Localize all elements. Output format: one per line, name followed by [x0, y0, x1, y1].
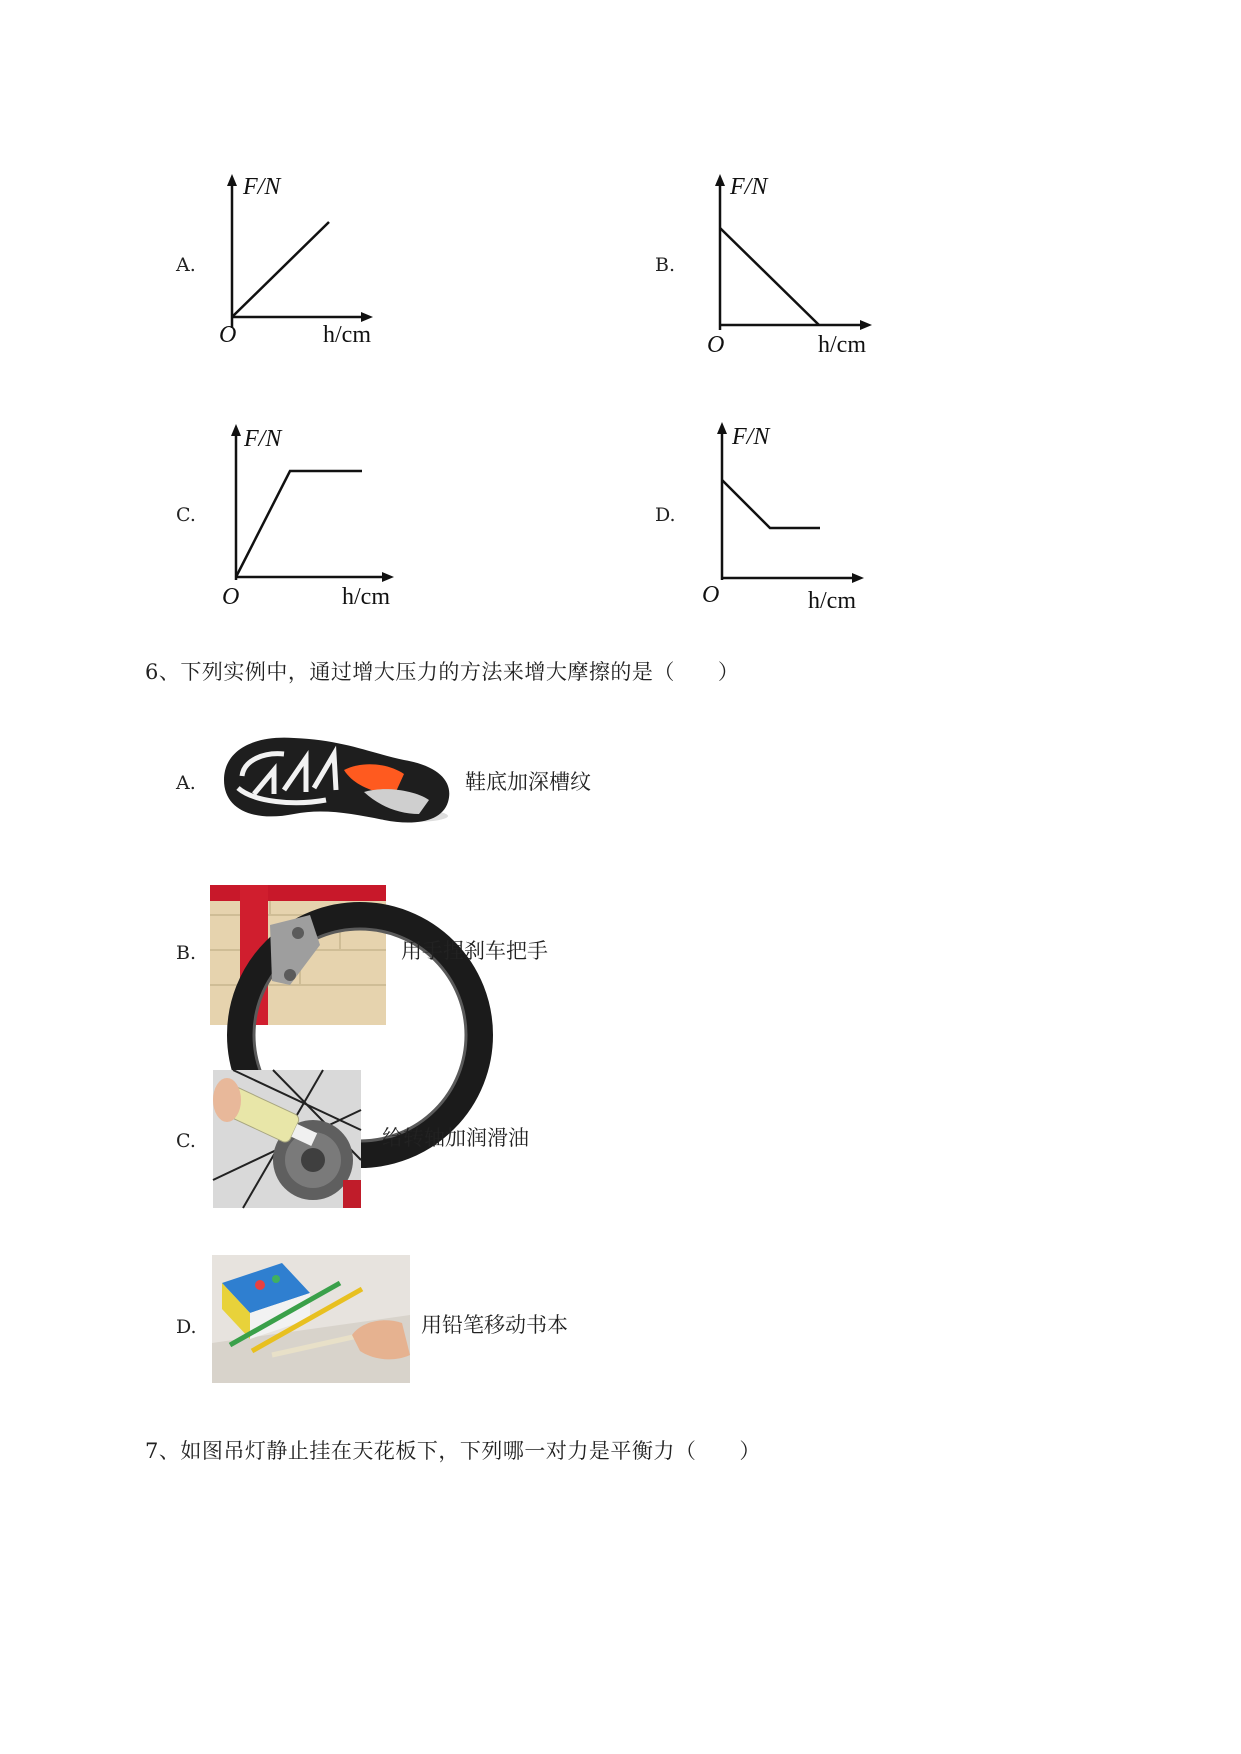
option-a-letter: A. — [176, 254, 196, 276]
x-axis-arrow — [852, 573, 864, 583]
q6-option-c-caption: 给转轴加润滑油 — [382, 1126, 529, 1150]
q6-option-d-letter: D. — [176, 1316, 197, 1338]
x-axis-arrow — [382, 572, 394, 582]
option-d-letter: D. — [655, 504, 676, 526]
x-axis-label: h/cm — [818, 332, 866, 358]
q6-option-b-caption: 用手捏刹车把手 — [401, 939, 548, 963]
question-7-text: 7、如图吊灯静止挂在天花板下，下列哪一对力是平衡力（ ） — [145, 1439, 761, 1463]
graph-line — [236, 471, 362, 577]
question-6-text: 6、下列实例中，通过增大压力的方法来增大摩擦的是（ ） — [145, 660, 740, 684]
graph-d — [704, 418, 904, 618]
q6-option-d-caption: 用铅笔移动书本 — [421, 1313, 568, 1337]
origin-label: O — [219, 322, 237, 348]
option-c-letter: C. — [176, 504, 196, 526]
y-axis-label: F/N — [243, 174, 281, 200]
q6-option-c-letter: C. — [176, 1130, 196, 1152]
y-axis-label: F/N — [732, 424, 770, 450]
y-axis-arrow — [717, 422, 727, 434]
graph-c — [218, 420, 418, 610]
q6-option-b-letter: B. — [176, 942, 197, 964]
origin-label: O — [222, 584, 240, 610]
brake-image — [210, 885, 386, 1025]
shoe-sole-image — [214, 730, 454, 830]
origin-label: O — [702, 582, 720, 608]
option-b-letter: B. — [655, 254, 676, 276]
graph-b — [702, 170, 902, 360]
y-axis-label: F/N — [244, 426, 282, 452]
q6-option-a-caption: 鞋底加深槽纹 — [465, 770, 591, 794]
x-axis-arrow — [361, 312, 373, 322]
graph-line — [720, 228, 819, 325]
lubricating-image — [213, 1070, 361, 1208]
y-axis-arrow — [227, 174, 237, 186]
y-axis-label: F/N — [730, 174, 768, 200]
q6-option-a-letter: A. — [176, 772, 196, 794]
y-axis-arrow — [715, 174, 725, 186]
graph-a — [215, 170, 395, 350]
y-axis-arrow — [231, 424, 241, 436]
graph-line — [722, 480, 820, 528]
origin-label: O — [707, 332, 725, 358]
x-axis-arrow — [860, 320, 872, 330]
graph-line — [232, 222, 329, 317]
x-axis-label: h/cm — [808, 588, 856, 614]
x-axis-label: h/cm — [323, 322, 371, 348]
x-axis-label: h/cm — [342, 584, 390, 610]
pencil-book-image — [212, 1255, 410, 1383]
